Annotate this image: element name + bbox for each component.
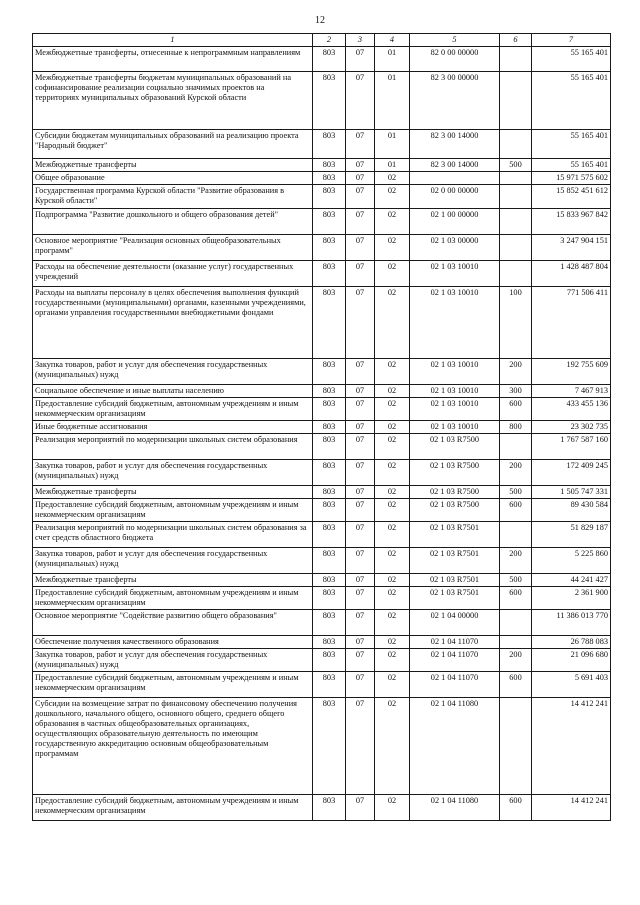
row-amount: 1 767 587 160: [532, 434, 611, 460]
column-number: 7: [532, 34, 611, 47]
row-section: 07: [346, 548, 375, 574]
row-expense-type: 500: [500, 159, 532, 172]
row-adm: 803: [313, 486, 346, 499]
row-subsection: 01: [375, 130, 410, 159]
row-amount: 55 165 401: [532, 47, 611, 72]
row-amount: 23 302 735: [532, 421, 611, 434]
row-expense-type: 200: [500, 548, 532, 574]
row-expense-type: [500, 434, 532, 460]
row-adm: 803: [313, 698, 346, 795]
row-section: 07: [346, 398, 375, 421]
row-target-article: 02 1 03 R7501: [410, 587, 500, 610]
row-target-article: 02 1 04 11080: [410, 698, 500, 795]
row-adm: 803: [313, 159, 346, 172]
row-section: 07: [346, 672, 375, 698]
row-name: Подпрограмма "Развитие дошкольного и общего образования детей": [33, 209, 313, 235]
table-row: [33, 499, 611, 522]
table-row: [33, 698, 611, 795]
row-name: Обеспечение получения качественного образования: [33, 636, 313, 649]
column-number: 5: [410, 34, 500, 47]
table-row: [33, 159, 611, 172]
column-number-row: [33, 34, 611, 47]
table-row: [33, 130, 611, 159]
column-number: 3: [346, 34, 375, 47]
row-adm: 803: [313, 499, 346, 522]
table-row: [33, 421, 611, 434]
row-section: 07: [346, 209, 375, 235]
table-row: [33, 185, 611, 209]
row-amount: 771 506 411: [532, 287, 611, 359]
row-adm: 803: [313, 47, 346, 72]
row-section: 07: [346, 522, 375, 548]
table-row: [33, 610, 611, 636]
row-expense-type: 300: [500, 385, 532, 398]
row-adm: 803: [313, 385, 346, 398]
row-subsection: 02: [375, 385, 410, 398]
row-expense-type: 200: [500, 359, 532, 385]
row-adm: 803: [313, 548, 346, 574]
row-subsection: 02: [375, 287, 410, 359]
table-row: [33, 434, 611, 460]
row-name: Реализация мероприятий по модернизации школьных систем образования за счет средств областного бюджета: [33, 522, 313, 548]
row-section: 07: [346, 130, 375, 159]
row-name: Межбюджетные трансферты, отнесенные к непрограммным направлениям: [33, 47, 313, 72]
row-adm: 803: [313, 172, 346, 185]
row-name: Предоставление субсидий бюджетным, автономным учреждениям и иным некоммерческим организациям: [33, 499, 313, 522]
row-amount: 192 755 609: [532, 359, 611, 385]
row-name: Реализация мероприятий по модернизации школьных систем образования: [33, 434, 313, 460]
row-amount: 15 852 451 612: [532, 185, 611, 209]
row-expense-type: 500: [500, 574, 532, 587]
table-row: [33, 385, 611, 398]
row-amount: 15 971 575 602: [532, 172, 611, 185]
row-target-article: 02 1 03 R7501: [410, 548, 500, 574]
column-number: 6: [500, 34, 532, 47]
row-section: 07: [346, 574, 375, 587]
row-name: Закупка товаров, работ и услуг для обеспечения государственных (муниципальных) нужд: [33, 460, 313, 486]
row-subsection: 01: [375, 159, 410, 172]
row-name: Межбюджетные трансферты: [33, 486, 313, 499]
table-row: [33, 47, 611, 72]
row-name: Межбюджетные трансферты бюджетам муниципальных образований на софинансирование реализации социально значимых проектов на территориях муниципальных образований Курской области: [33, 72, 313, 130]
row-amount: 11 386 013 770: [532, 610, 611, 636]
table-row: [33, 359, 611, 385]
row-adm: 803: [313, 610, 346, 636]
row-adm: 803: [313, 130, 346, 159]
column-number: 4: [375, 34, 410, 47]
row-section: 07: [346, 434, 375, 460]
row-adm: 803: [313, 209, 346, 235]
row-adm: 803: [313, 522, 346, 548]
row-adm: 803: [313, 460, 346, 486]
table-row: [33, 398, 611, 421]
row-section: 07: [346, 287, 375, 359]
row-expense-type: [500, 610, 532, 636]
row-name: Государственная программа Курской области "Развитие образования в Курской области": [33, 185, 313, 209]
table-row: [33, 636, 611, 649]
row-expense-type: [500, 522, 532, 548]
row-subsection: 02: [375, 421, 410, 434]
row-expense-type: 600: [500, 499, 532, 522]
row-amount: 3 247 904 151: [532, 235, 611, 261]
table-row: [33, 235, 611, 261]
row-subsection: 02: [375, 636, 410, 649]
row-name: Субсидии бюджетам муниципальных образований на реализацию проекта "Народный бюджет": [33, 130, 313, 159]
row-amount: 55 165 401: [532, 72, 611, 130]
column-number: 1: [33, 34, 313, 47]
row-amount: 21 096 680: [532, 649, 611, 672]
row-adm: 803: [313, 587, 346, 610]
row-subsection: 02: [375, 548, 410, 574]
table-row: [33, 548, 611, 574]
row-amount: 55 165 401: [532, 159, 611, 172]
row-amount: 15 833 967 842: [532, 209, 611, 235]
row-amount: 1 428 487 804: [532, 261, 611, 287]
row-expense-type: [500, 72, 532, 130]
row-expense-type: 200: [500, 460, 532, 486]
page-number: 12: [315, 15, 325, 26]
row-name: Субсидии на возмещение затрат по финансовому обеспечению получения дошкольного, начального общего, основного общего, среднего общего образования в частных общеобразовательных организациях, осуществляющих образовательную деятельность по имеющим государственную аккредитацию основным общеобразовательным программам: [33, 698, 313, 795]
row-target-article: 02 1 03 10010: [410, 359, 500, 385]
row-subsection: 02: [375, 522, 410, 548]
row-name: Иные бюджетные ассигнования: [33, 421, 313, 434]
row-name: Закупка товаров, работ и услуг для обеспечения государственных (муниципальных) нужд: [33, 359, 313, 385]
row-target-article: 02 1 04 11070: [410, 636, 500, 649]
row-expense-type: [500, 209, 532, 235]
row-subsection: 02: [375, 235, 410, 261]
row-target-article: 82 0 00 00000: [410, 47, 500, 72]
row-subsection: 02: [375, 672, 410, 698]
row-subsection: 02: [375, 172, 410, 185]
row-name: Закупка товаров, работ и услуг для обеспечения государственных (муниципальных) нужд: [33, 548, 313, 574]
row-expense-type: 600: [500, 795, 532, 821]
row-name: Основное мероприятие "Реализация основных общеобразовательных программ": [33, 235, 313, 261]
row-subsection: 02: [375, 574, 410, 587]
row-amount: 51 829 187: [532, 522, 611, 548]
row-amount: 89 430 584: [532, 499, 611, 522]
row-subsection: 02: [375, 209, 410, 235]
row-expense-type: 800: [500, 421, 532, 434]
row-name: Основное мероприятие "Содействие развитию общего образования": [33, 610, 313, 636]
row-target-article: 82 3 00 14000: [410, 159, 500, 172]
row-section: 07: [346, 359, 375, 385]
row-adm: 803: [313, 795, 346, 821]
row-target-article: [410, 172, 500, 185]
row-subsection: 02: [375, 486, 410, 499]
row-target-article: 82 3 00 00000: [410, 72, 500, 130]
row-adm: 803: [313, 574, 346, 587]
row-amount: 1 505 747 331: [532, 486, 611, 499]
row-section: 07: [346, 421, 375, 434]
table-row: [33, 795, 611, 821]
row-name: Предоставление субсидий бюджетным, автономным учреждениям и иным некоммерческим организациям: [33, 398, 313, 421]
row-section: 07: [346, 185, 375, 209]
row-subsection: 02: [375, 261, 410, 287]
table-row: [33, 486, 611, 499]
table-row: [33, 587, 611, 610]
table-row: [33, 649, 611, 672]
row-expense-type: [500, 130, 532, 159]
row-amount: 433 455 136: [532, 398, 611, 421]
table-row: [33, 209, 611, 235]
row-expense-type: 100: [500, 287, 532, 359]
row-section: 07: [346, 72, 375, 130]
row-subsection: 02: [375, 649, 410, 672]
row-expense-type: [500, 698, 532, 795]
row-section: 07: [346, 610, 375, 636]
row-adm: 803: [313, 636, 346, 649]
table-row: [33, 172, 611, 185]
row-name: Межбюджетные трансферты: [33, 574, 313, 587]
row-target-article: 02 1 03 10010: [410, 398, 500, 421]
row-amount: 2 361 900: [532, 587, 611, 610]
row-target-article: 02 1 03 R7500: [410, 499, 500, 522]
row-section: 07: [346, 486, 375, 499]
row-adm: 803: [313, 72, 346, 130]
row-amount: 5 691 403: [532, 672, 611, 698]
row-name: Межбюджетные трансферты: [33, 159, 313, 172]
row-expense-type: [500, 261, 532, 287]
row-name: Предоставление субсидий бюджетным, автономным учреждениям и иным некоммерческим организациям: [33, 672, 313, 698]
row-section: 07: [346, 499, 375, 522]
row-subsection: 02: [375, 698, 410, 795]
row-target-article: 02 1 03 10010: [410, 261, 500, 287]
row-expense-type: 600: [500, 398, 532, 421]
row-subsection: 02: [375, 499, 410, 522]
row-expense-type: 600: [500, 672, 532, 698]
table-row: [33, 287, 611, 359]
row-target-article: 02 0 00 00000: [410, 185, 500, 209]
row-adm: 803: [313, 672, 346, 698]
row-adm: 803: [313, 359, 346, 385]
row-expense-type: [500, 636, 532, 649]
row-target-article: 02 1 03 10010: [410, 287, 500, 359]
row-name: Расходы на обеспечение деятельности (оказание услуг) государственных учреждений: [33, 261, 313, 287]
row-amount: 5 225 860: [532, 548, 611, 574]
budget-table: [32, 33, 611, 821]
row-adm: 803: [313, 185, 346, 209]
table-row: [33, 261, 611, 287]
row-target-article: 02 1 03 R7501: [410, 574, 500, 587]
row-name: Закупка товаров, работ и услуг для обеспечения государственных (муниципальных) нужд: [33, 649, 313, 672]
row-section: 07: [346, 698, 375, 795]
row-target-article: 02 1 03 10010: [410, 421, 500, 434]
column-number: 2: [313, 34, 346, 47]
row-section: 07: [346, 235, 375, 261]
row-target-article: 02 1 03 10010: [410, 385, 500, 398]
row-section: 07: [346, 649, 375, 672]
row-name: Общее образование: [33, 172, 313, 185]
row-section: 07: [346, 587, 375, 610]
row-target-article: 02 1 03 R7501: [410, 522, 500, 548]
row-section: 07: [346, 261, 375, 287]
row-expense-type: 200: [500, 649, 532, 672]
row-target-article: 02 1 03 R7500: [410, 434, 500, 460]
row-expense-type: 500: [500, 486, 532, 499]
row-subsection: 02: [375, 434, 410, 460]
table-row: [33, 72, 611, 130]
row-target-article: 02 1 04 00000: [410, 610, 500, 636]
row-name: Предоставление субсидий бюджетным, автономным учреждениям и иным некоммерческим организациям: [33, 795, 313, 821]
row-amount: 14 412 241: [532, 795, 611, 821]
row-amount: 7 467 913: [532, 385, 611, 398]
row-section: 07: [346, 385, 375, 398]
row-section: 07: [346, 795, 375, 821]
table-row: [33, 672, 611, 698]
row-adm: 803: [313, 398, 346, 421]
row-amount: 172 409 245: [532, 460, 611, 486]
row-subsection: 02: [375, 185, 410, 209]
row-expense-type: [500, 47, 532, 72]
row-target-article: 02 1 03 R7500: [410, 460, 500, 486]
row-section: 07: [346, 47, 375, 72]
row-amount: 14 412 241: [532, 698, 611, 795]
row-subsection: 02: [375, 460, 410, 486]
row-subsection: 02: [375, 587, 410, 610]
row-section: 07: [346, 636, 375, 649]
row-target-article: 02 1 00 00000: [410, 209, 500, 235]
row-expense-type: [500, 185, 532, 209]
row-target-article: 82 3 00 14000: [410, 130, 500, 159]
row-section: 07: [346, 159, 375, 172]
row-subsection: 02: [375, 359, 410, 385]
row-adm: 803: [313, 235, 346, 261]
table-row: [33, 574, 611, 587]
row-subsection: 02: [375, 398, 410, 421]
row-expense-type: [500, 172, 532, 185]
row-target-article: 02 1 03 00000: [410, 235, 500, 261]
row-adm: 803: [313, 261, 346, 287]
row-amount: 55 165 401: [532, 130, 611, 159]
row-expense-type: 600: [500, 587, 532, 610]
table-row: [33, 522, 611, 548]
row-adm: 803: [313, 649, 346, 672]
row-section: 07: [346, 172, 375, 185]
row-expense-type: [500, 235, 532, 261]
row-amount: 26 788 083: [532, 636, 611, 649]
row-subsection: 02: [375, 795, 410, 821]
row-target-article: 02 1 04 11070: [410, 672, 500, 698]
row-subsection: 01: [375, 47, 410, 72]
row-adm: 803: [313, 421, 346, 434]
row-adm: 803: [313, 434, 346, 460]
row-target-article: 02 1 03 R7500: [410, 486, 500, 499]
row-name: Социальное обеспечение и иные выплаты населению: [33, 385, 313, 398]
row-target-article: 02 1 04 11070: [410, 649, 500, 672]
row-name: Расходы на выплаты персоналу в целях обеспечения выполнения функций государственными (муниципальными) органами, казенными учреждениями, органами управления государственными внебюджетными фондами: [33, 287, 313, 359]
row-name: Предоставление субсидий бюджетным, автономным учреждениям и иным некоммерческим организациям: [33, 587, 313, 610]
table-row: [33, 460, 611, 486]
row-target-article: 02 1 04 11080: [410, 795, 500, 821]
row-amount: 44 241 427: [532, 574, 611, 587]
row-subsection: 01: [375, 72, 410, 130]
row-section: 07: [346, 460, 375, 486]
row-adm: 803: [313, 287, 346, 359]
row-subsection: 02: [375, 610, 410, 636]
